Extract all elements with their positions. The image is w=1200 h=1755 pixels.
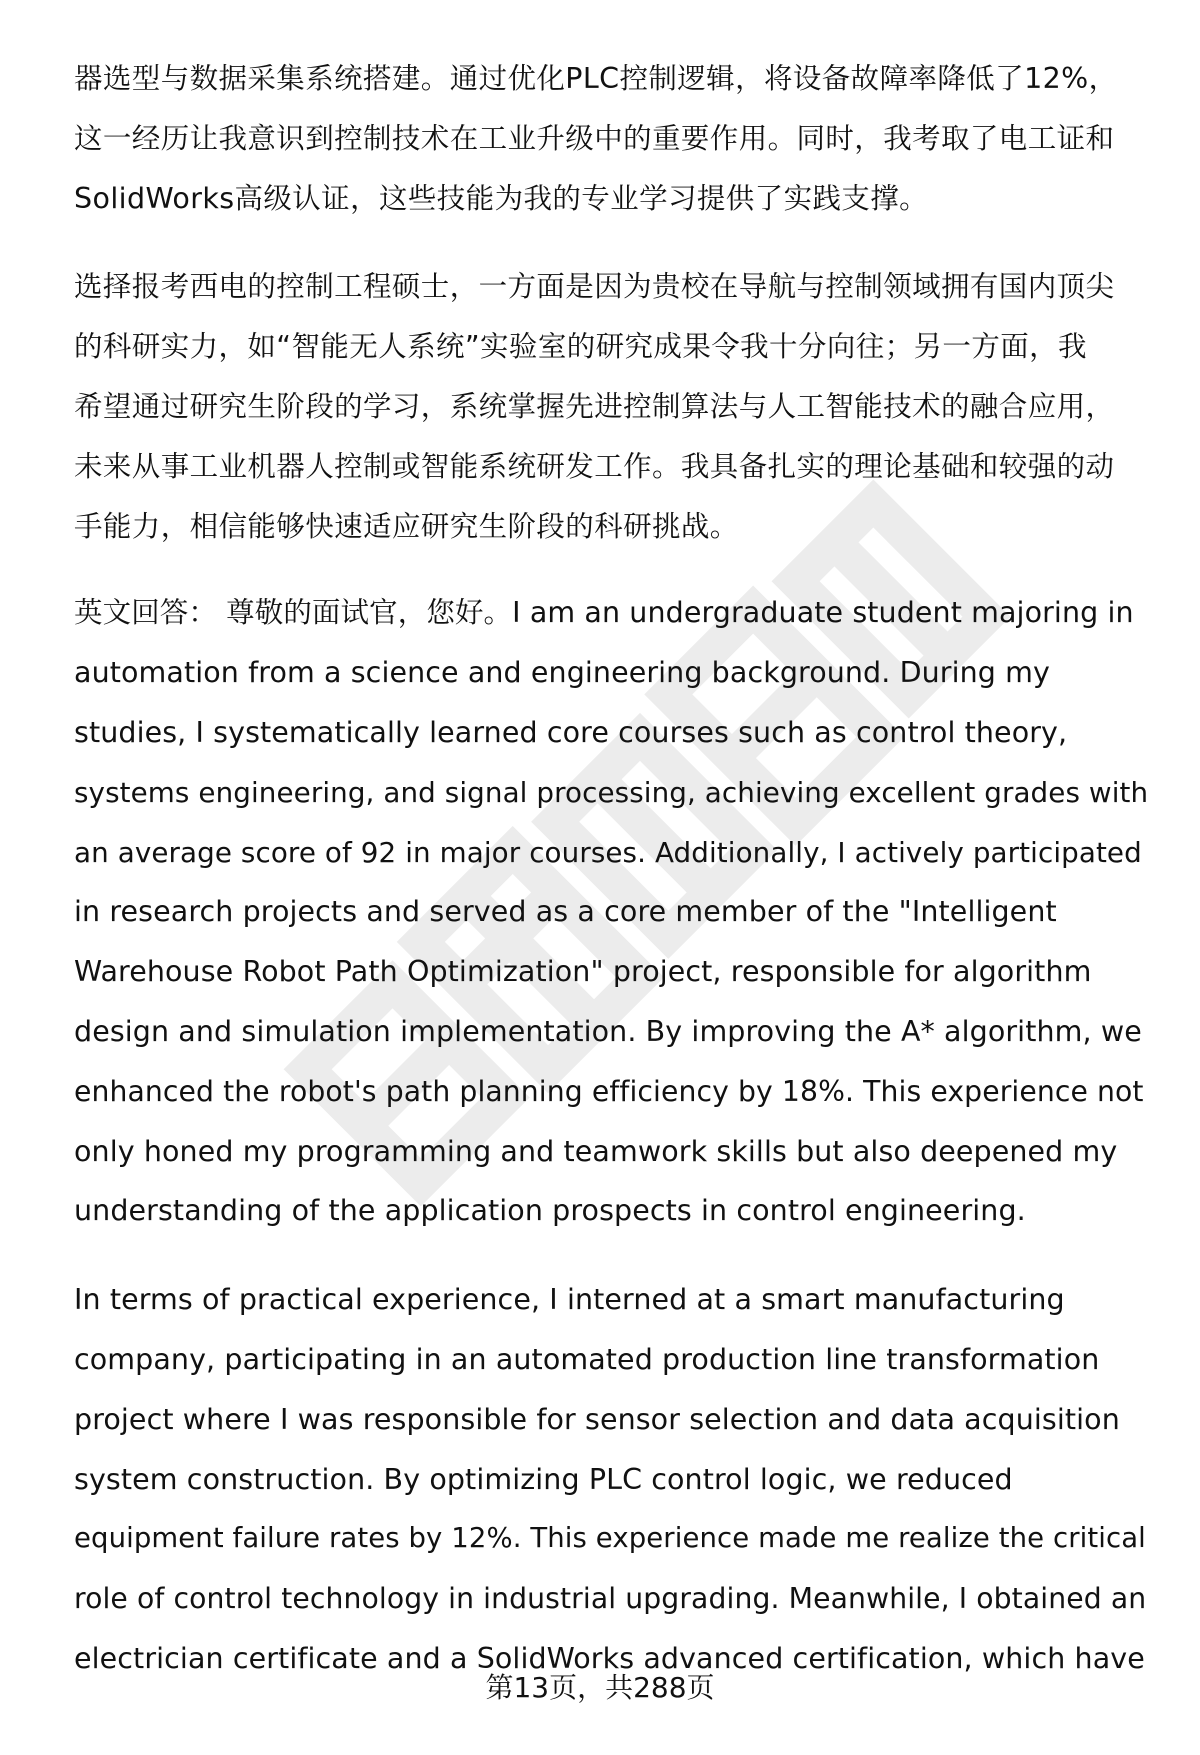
text-line: SolidWorks高级认证，这些技能为我的专业学习提供了实践支撑。 <box>74 181 929 215</box>
text-line: project where I was responsible for sensor selection and data acquisition <box>74 1402 1120 1436</box>
text-line: 器选型与数据采集系统搭建。通过优化PLC控制逻辑，将设备故障率降低了12%， <box>74 62 1118 95</box>
text-line: understanding of the application prospects in control engineering. <box>74 1194 1026 1228</box>
text-line: 的科研实力，如“智能无人系统”实验室的研究成果令我十分向往；另一方面，我 <box>74 330 1087 364</box>
page-number: 第13页，共288页 <box>485 1671 715 1704</box>
text-line: company, participating in an automated production line transformation <box>74 1342 1100 1376</box>
text-line: an average score of 92 in major courses. Additionally, I actively participated <box>74 835 1142 869</box>
text-line: enhanced the robot's path planning efficiency by 18%. This experience not <box>74 1074 1144 1108</box>
text-line: 希望通过研究生阶段的学习，系统掌握先进控制算法与人工智能技术的融合应用， <box>74 389 1115 423</box>
text-line: 英文回答： 尊敬的面试官，您好。I am an undergraduate student majoring in <box>74 596 1134 630</box>
text-line: 选择报考西电的控制工程硕士，一方面是因为贵校在导航与控制领域拥有国内顶尖 <box>74 270 1115 304</box>
text-line: role of control technology in industrial upgrading. Meanwhile, I obtained an <box>74 1582 1147 1616</box>
text-line: 未来从事工业机器人控制或智能系统研发工作。我具备扎实的理论基础和较强的动 <box>74 449 1115 483</box>
text-line: In terms of practical experience, I interned at a smart manufacturing <box>74 1283 1065 1317</box>
text-line: system construction. By optimizing PLC control logic, we reduced <box>74 1462 1013 1496</box>
text-line: systems engineering, and signal processing, achieving excellent grades with <box>74 775 1149 809</box>
text-line: Warehouse Robot Path Optimization" project, responsible for algorithm <box>74 955 1092 989</box>
paragraph-english-practice <box>74 1270 1149 1689</box>
paragraph-internship-cn <box>74 49 1149 228</box>
text-line: automation from a science and engineering background. During my <box>74 656 1050 690</box>
text-line: in research projects and served as a core member of the "Intelligent <box>74 895 1057 929</box>
text-line: equipment failure rates by 12%. This experience made me realize the critical <box>74 1522 1146 1555</box>
text-line: design and simulation implementation. By improving the A* algorithm, we <box>74 1014 1142 1048</box>
document-body <box>74 49 1149 1689</box>
paragraph-english-intro <box>74 583 1149 1241</box>
text-line: 这一经历让我意识到控制技术在工业升级中的重要作用。同时，我考取了电工证和 <box>74 121 1115 155</box>
text-line: only honed my programming and teamwork skills but also deepened my <box>74 1134 1118 1168</box>
text-line: electrician certificate and a SolidWorks advanced certification, which have <box>74 1641 1145 1675</box>
text-line: studies, I systematically learned core courses such as control theory, <box>74 715 1068 749</box>
text-line: 手能力，相信能够快速适应研究生阶段的科研挑战。 <box>74 509 739 543</box>
paragraph-motivation-cn <box>74 257 1149 556</box>
